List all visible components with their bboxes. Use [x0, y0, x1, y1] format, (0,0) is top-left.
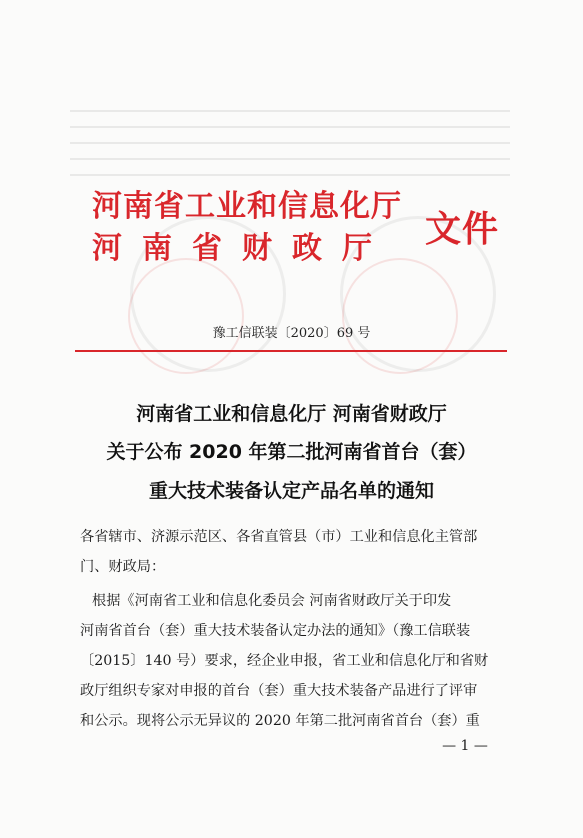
body-line: 门、财政局：	[80, 559, 166, 575]
title-line-1: 河南省工业和信息化厅 河南省财政厅	[136, 403, 447, 425]
red-divider-line	[75, 350, 507, 352]
title-line-2: 关于公布 2020 年第二批河南省首台（套）	[106, 441, 477, 463]
document-type-label: 文件	[425, 209, 500, 250]
body-line: 政厅组织专家对申报的首台（套）重大技术装备产品进行了评审	[80, 683, 478, 699]
issuer-name-2: 河南省财政厅	[92, 231, 392, 266]
body-line: 和公示。现将公示无异议的 2020 年第二批河南省首台（套）重	[80, 713, 480, 729]
title-line-3: 重大技术装备认定产品名单的通知	[148, 480, 434, 502]
body-line: 根据《河南省工业和信息化委员会 河南省财政厅关于印发	[92, 593, 452, 609]
red-header	[92, 190, 512, 280]
issuer-name-1: 河南省工业和信息化厅	[92, 189, 402, 224]
body-line: 各省辖市、济源示范区、各省直管县（市）工业和信息化主管部	[80, 529, 478, 545]
body-line: 〔2015〕140 号）要求，经企业申报，省工业和信息化厅和省财	[80, 653, 489, 669]
body-line: 河南省首台（套）重大技术装备认定办法的通知》（豫工信联装	[80, 623, 471, 639]
page-number: — 1 —	[442, 738, 488, 754]
document-number: 豫工信联装〔2020〕69 号	[212, 326, 371, 341]
